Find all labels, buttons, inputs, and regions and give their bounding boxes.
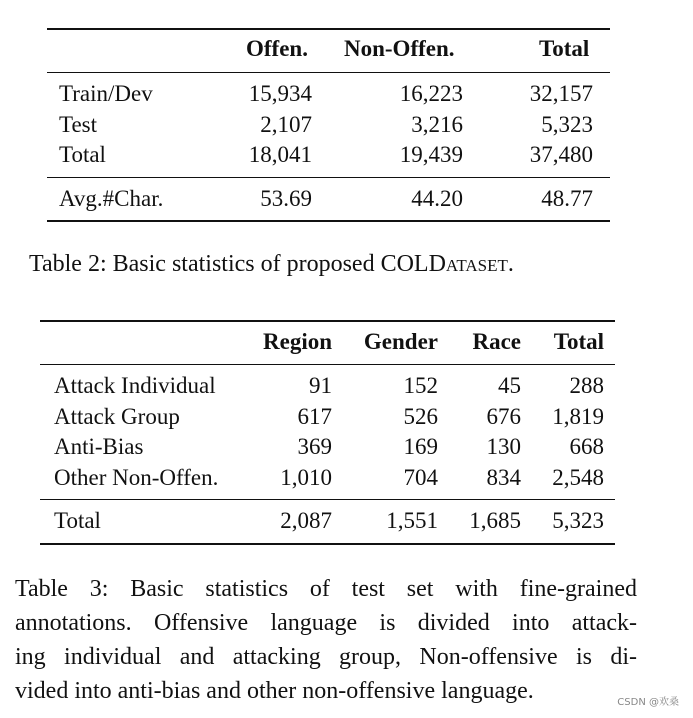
table-3-header-race: Race <box>472 329 521 354</box>
table-cell: 48.77 <box>541 186 593 211</box>
caption-text: Table 2: Basic statistics of proposed COLD <box>29 251 446 277</box>
table-3-caption <box>15 572 637 708</box>
table-footer-label: Avg.#Char. <box>59 186 164 211</box>
table-cell: 32,157 <box>529 81 593 106</box>
table-2-mid-rule <box>47 177 610 178</box>
table-2-header-nonoffen: Non-Offen. <box>344 36 455 61</box>
table-3-top-rule <box>40 320 615 322</box>
table-2-bottom-rule <box>47 220 610 222</box>
table-row-label: Other Non-Offen. <box>54 465 219 490</box>
table-row-label: Test <box>59 112 97 137</box>
table-cell: 704 <box>403 465 438 490</box>
table-row-label: Total <box>59 142 106 167</box>
table-cell: 152 <box>403 373 438 398</box>
caption-smallcaps: ataset <box>445 251 508 277</box>
table-cell: 130 <box>486 434 521 459</box>
table-row-label: Anti-Bias <box>54 434 144 459</box>
table-3-header-rule <box>40 364 615 365</box>
table-3-header-total: Total <box>553 329 604 354</box>
table-cell: 1,819 <box>552 404 604 429</box>
table-cell: 3,216 <box>411 112 463 137</box>
table-cell: 369 <box>297 434 332 459</box>
table-2-header-offen: Offen. <box>246 36 308 61</box>
caption-line: vided into anti-bias and other non-offensive language. <box>15 678 534 704</box>
table-cell: 37,480 <box>529 142 593 167</box>
caption-period: . <box>507 251 514 277</box>
table-cell: 91 <box>309 373 332 398</box>
watermark: CSDN @欢桑 <box>617 697 679 708</box>
table-3-header-region: Region <box>263 329 332 354</box>
table-2-header-rule <box>47 72 610 73</box>
caption-line: ing individual and attacking group, Non-offensive is di- <box>15 644 637 670</box>
table-2-header-total: Total <box>539 36 590 61</box>
table-cell: 53.69 <box>260 186 312 211</box>
table-cell: 169 <box>403 434 438 459</box>
table-cell: 288 <box>569 373 604 398</box>
table-cell: 18,041 <box>248 142 312 167</box>
table-cell: 526 <box>403 404 438 429</box>
caption-line: Table 3: Basic statistics of test set with fine-grained <box>15 576 637 602</box>
table-cell: 2,107 <box>260 112 312 137</box>
table-cell: 45 <box>498 373 521 398</box>
table-cell: 44.20 <box>411 186 463 211</box>
table-cell: 15,934 <box>248 81 312 106</box>
table-2-top-rule <box>47 28 610 30</box>
table-3-header-gender: Gender <box>363 329 438 354</box>
table-footer-label: Total <box>54 508 101 533</box>
table-3-mid-rule <box>40 499 615 500</box>
table-row-label: Attack Group <box>54 404 180 429</box>
table-cell: 834 <box>486 465 521 490</box>
table-row-label: Train/Dev <box>59 81 153 106</box>
table-2-caption <box>29 251 514 278</box>
table-cell: 2,087 <box>280 508 332 533</box>
table-3-bottom-rule <box>40 543 615 545</box>
table-cell: 16,223 <box>399 81 463 106</box>
table-cell: 668 <box>569 434 604 459</box>
table-cell: 2,548 <box>552 465 604 490</box>
table-cell: 676 <box>486 404 521 429</box>
table-cell: 5,323 <box>541 112 593 137</box>
table-cell: 1,010 <box>280 465 332 490</box>
table-cell: 1,685 <box>469 508 521 533</box>
table-row-label: Attack Individual <box>54 373 216 398</box>
table-cell: 5,323 <box>552 508 604 533</box>
caption-line: annotations. Offensive language is divided into attack- <box>15 610 637 636</box>
table-cell: 19,439 <box>399 142 463 167</box>
table-cell: 617 <box>297 404 332 429</box>
table-cell: 1,551 <box>386 508 438 533</box>
